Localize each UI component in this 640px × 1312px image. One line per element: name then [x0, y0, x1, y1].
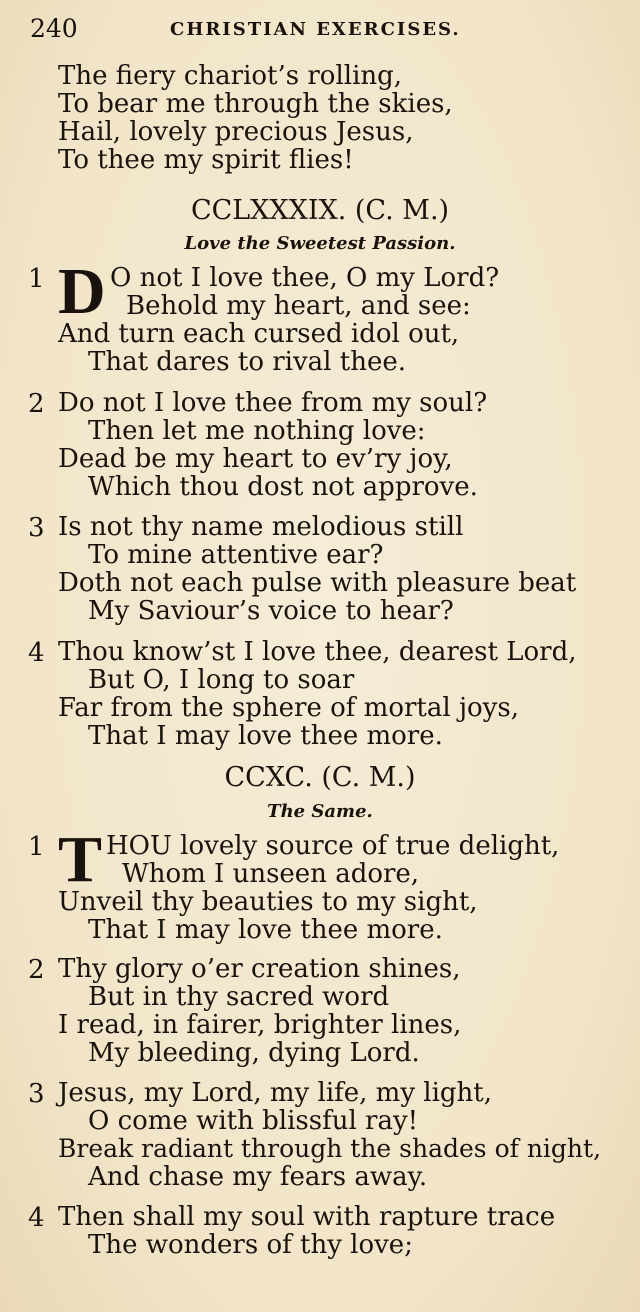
verse-line: That I may love thee more.	[88, 915, 443, 945]
drop-cap: T	[58, 823, 103, 896]
stanza-number: 2	[28, 389, 45, 419]
verse-line: I read, in fairer, brighter lines,	[58, 1010, 462, 1040]
verse-line: That dares to rival thee.	[88, 347, 406, 377]
stanza-number: 1	[28, 264, 45, 294]
verse-line: That I may love thee more.	[88, 721, 443, 751]
verse-line: But O, I long to soar	[88, 665, 355, 695]
verse-line: Thy glory o’er creation shines,	[58, 954, 461, 984]
verse-line: Hail, lovely precious Jesus,	[58, 117, 414, 147]
verse-line: The wonders of thy love;	[88, 1230, 413, 1260]
verse-line: Dead be my heart to ev’ry joy,	[58, 444, 453, 474]
verse-line: Unveil thy beauties to my sight,	[58, 887, 478, 917]
verse-line: Is not thy name melodious still	[58, 512, 464, 542]
stanza-number: 2	[28, 955, 45, 985]
verse-line: Then let me nothing love:	[88, 416, 426, 446]
verse-line: To mine attentive ear?	[88, 540, 384, 570]
verse-line: Thou know’st I love thee, dearest Lord,	[58, 637, 577, 667]
verse-line: Jesus, my Lord, my life, my light,	[58, 1078, 493, 1108]
stanza-number: 3	[28, 513, 45, 543]
verse-line: My bleeding, dying Lord.	[88, 1038, 420, 1068]
hymn-subtitle: The Same.	[267, 801, 373, 822]
verse-line: Doth not each pulse with pleasure beat	[58, 568, 577, 598]
hymn-title: CCLXXXIX. (C. M.)	[190, 195, 450, 226]
running-head: CHRISTIAN EXERCISES.	[170, 19, 461, 40]
verse-line: To thee my spirit flies!	[58, 145, 354, 175]
stanza-number: 3	[28, 1079, 45, 1109]
verse-line: O not I love thee, O my Lord?	[110, 263, 500, 293]
hymn-title: CCXC. (C. M.)	[224, 762, 416, 793]
verse-line: Do not I love thee from my soul?	[58, 388, 488, 418]
hymn-subtitle: Love the Sweetest Passion.	[184, 233, 456, 254]
verse-line: HOU lovely source of true delight,	[106, 831, 560, 861]
drop-cap: D	[58, 255, 106, 328]
stanza-number: 4	[28, 638, 45, 668]
verse-line: To bear me through the skies,	[58, 89, 453, 119]
verse-line: My Saviour’s voice to hear?	[88, 596, 454, 626]
verse-line: And turn each cursed idol out,	[58, 319, 460, 349]
stanza-number: 4	[28, 1203, 45, 1233]
page-header	[30, 14, 620, 50]
verse-line: Whom I unseen adore,	[122, 859, 420, 889]
verse-line: The fiery chariot’s rolling,	[58, 61, 403, 91]
verse-line: Far from the sphere of mortal joys,	[58, 693, 519, 723]
verse-line: Then shall my soul with rapture trace	[58, 1202, 556, 1232]
verse-line: Which thou dost not approve.	[88, 472, 478, 502]
verse-line: Break radiant through the shades of night,	[58, 1134, 602, 1163]
verse-line: But in thy sacred word	[88, 982, 390, 1012]
stanza-number: 1	[28, 832, 45, 862]
page-number: 240	[30, 14, 78, 43]
verse-line: Behold my heart, and see:	[126, 291, 471, 321]
verse-line: O come with blissful ray!	[88, 1106, 419, 1136]
verse-line: And chase my fears away.	[88, 1162, 428, 1192]
